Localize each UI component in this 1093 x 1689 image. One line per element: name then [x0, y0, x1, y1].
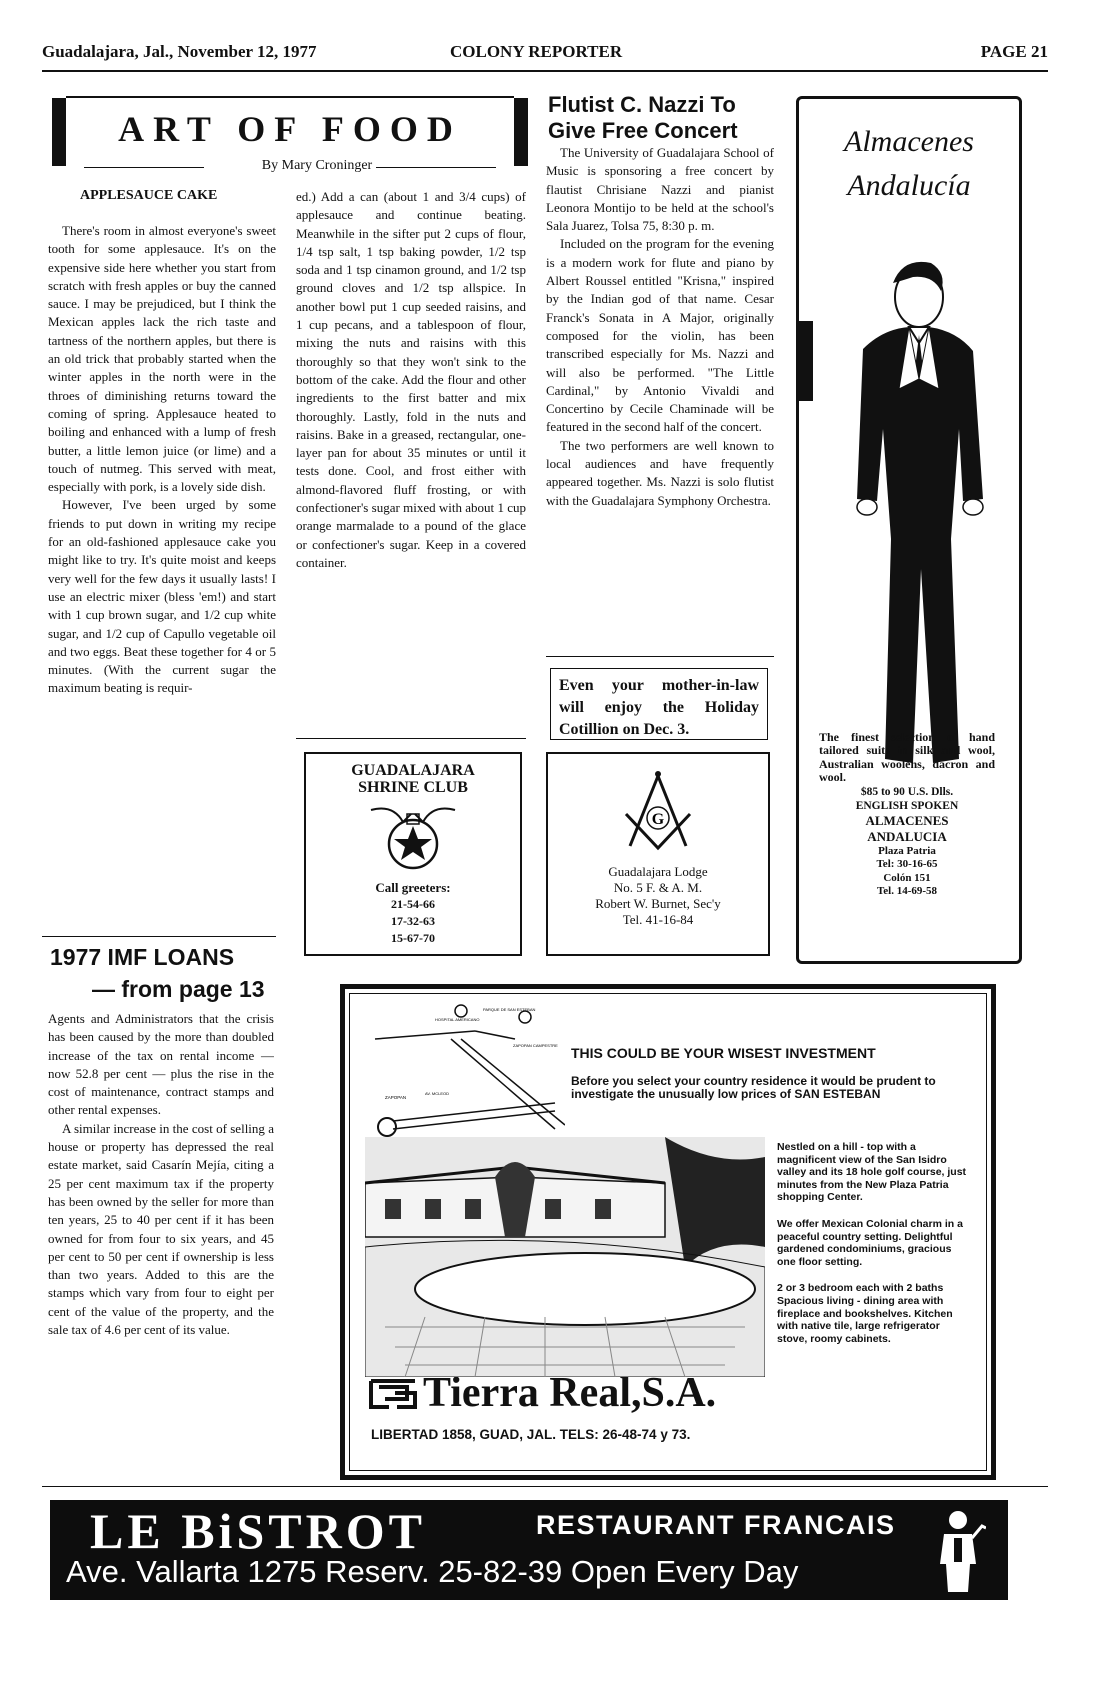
food-column-1 [48, 222, 276, 930]
lodge-number: No. 5 F. & A. M. [613, 880, 703, 895]
shrine-emblem-icon [363, 802, 463, 872]
almacenes-address-1: Plaza Patria [878, 844, 936, 857]
resort-photo [365, 1137, 765, 1377]
map-label: ZAPOPAN CAMPESTRE [513, 1043, 558, 1048]
tierra-real-ad [340, 984, 996, 1480]
square-and-compass-icon [618, 766, 698, 856]
lodge-name: Guadalajara Lodge [608, 864, 708, 879]
lodge-phone: Tel. 41-16-84 [622, 912, 694, 927]
map-label: PARQUE DE SAN ESTEBAN [483, 1007, 536, 1012]
food-paragraph: However, I've been urged by some friends to put down in writing my recipe for an old-fashioned applesauce cake you might like to try. It's quite moist and keeps very well for the few days it usually lasts! I use an electric mixer (bless 'em!) and start with 1 cup brown sugar, and 1/2 cup white sugar, and 1/2 cup of Capullo vegetable oil and two eggs. Beat these together for 4 or 5 minutes. (With the current sugar the maximum beating is requir- [48, 497, 276, 696]
shrine-phone: 21-54-66 [391, 897, 435, 911]
shrine-title-1: GUADALAJARA [351, 762, 475, 779]
tierra-side-copy: We offer Mexican Colonial charm in a peaceful country setting. Delightful gardened condominiums, gracious one floor setting. [777, 1217, 963, 1268]
almacenes-andalucia-ad [796, 96, 1022, 964]
imf-headline: 1977 IMF LOANS [50, 944, 235, 970]
tierra-side-copy: Nestled on a hill - top with a magnificent view of the San Isidro valley and its 18 hole golf course, just minutes from the New Plaza Patria shopping Center. [777, 1141, 967, 1204]
imf-subhead: — from page 13 [92, 976, 265, 1002]
imf-paragraph: A similar increase in the cost of selling a house or property has depressed the real estate market, said Casarín Mejía, citing a 25 per cent maximum tax if the property has been owned by the seller for more than ten years, 25 to 40 per cent if it has been owned for from four to six years, and 45 per cent to 50 per cent if ownership is less than two years. Added to this are the stamps which vary from four to eight per cent of the value of the property, and the sale tax of 4.6 per cent of its value. [48, 1120, 274, 1338]
tierra-side-copy: 2 or 3 bedroom each with 2 baths Spacious living - dining area with fireplace and bookshelves. Kitchen with native tile, large refrigerator stove, roomy cabinets. [777, 1282, 953, 1345]
dateline: Guadalajara, Jal., November 12, 1977 [42, 42, 317, 61]
lodge-secretary: Robert W. Burnet, Sec'y [595, 896, 721, 911]
location-map [365, 999, 565, 1149]
flutist-headline-line1: Flutist C. Nazzi To [548, 92, 736, 117]
shrine-title-2: SHRINE CLUB [358, 779, 468, 796]
le-bistrot-ad [50, 1500, 1008, 1600]
map-label: ZAPOPAN [385, 1095, 407, 1100]
shrine-phone: 17-32-63 [391, 914, 435, 928]
imf-paragraph: Agents and Administrators that the crisis has been caused by the more than doubled increase of the tax on rental income — now 52.8 per cent — plus the rise in the cost of maintenance, contract stamps and other rental expenses. [48, 1011, 274, 1118]
bistrot-tag: RESTAURANT FRANCAIS [536, 1510, 896, 1540]
shrine-club-ad [304, 752, 522, 956]
tierra-lead: Before you select your country residence it would be prudent to investigate the unusually low prices of SAN ESTEBAN [571, 1074, 936, 1101]
almacenes-script-1: Almacenes [844, 125, 974, 158]
map-label: HOSPITAL AMERICANO [435, 1017, 480, 1022]
tierra-address: LIBERTAD 1858, GUAD, JAL. TELS: 26-48-74 y 73. [371, 1427, 691, 1442]
flutist-headline-line2: Give Free Concert [548, 118, 738, 143]
tierra-real-logo-icon [369, 1377, 417, 1411]
food-column-2 [296, 188, 526, 728]
almacenes-script-2: Andalucía [847, 169, 971, 202]
flutist-paragraph: Included on the program for the evening is a modern work for flute and piano by Albert Roussel entitled "Krisna," inspired by the Indian god of that name. Cesar Franck's Sonata in A Major, originally composed for the violin, has been transcribed especially for Ms. Nazzi and will also be performed. "The Little Cardinal," by Antonio Vivaldi and Concertino by Cecile Chaminade will be featured in the second half of the concert. [546, 236, 774, 435]
almacenes-price: $85 to 90 U.S. Dlls. [860, 785, 954, 798]
almacenes-phone-1: Tel: 30-16-65 [876, 858, 938, 871]
byline: By Mary Croninger [261, 158, 373, 173]
shrine-call: Call greeters: [375, 880, 451, 895]
almacenes-address-2: Colón 151 [883, 871, 931, 884]
almacenes-copy: The finest selection of hand tailored suits in silk and wool, Australian woolens, dacron and wool. [819, 730, 995, 785]
recipe-title: APPLESAUCE CAKE [80, 188, 218, 203]
flutist-paragraph: The University of Guadalajara School of Music is sponsoring a free concert by flautist Chrisiane Nazzi and pianist Leonora Montijo to be held at the school's Sala Juarez, Tolsa 75, 8:30 p. m. [546, 145, 774, 234]
flutist-body [546, 144, 774, 656]
food-paragraph: ed.) Add a can (about 1 and 3/4 cups) of applesauce and continue beating. Meanwhile in the sifter put 2 cups of flour, 1/4 tsp salt, 1 tsp baking powder, 1/2 tsp soda and 1 tsp cinamon ground, and 1/2 tsp ground cloves and 1/2 tsp allspice. In another bowl put 1 cup seeded raisins, and 1 cup pecans, and a tablespoon of flour, mixing the nuts and raisins with this thoroughly so that they won't sink to the bottom of the cake. Add the flour and other ingredients to the first batter and mix thoroughly. Lastly, fold in the nuts and raisins. Bake in a greased, rectangular, one-layer pan for about 35 minutes or until it tests done. Cool, and frost either with almond-flavored fluff frosting, or with confectioner's sugar mixed with about 1 cup orange marmalade to a pound of the glace or confectioner's sugar. Keep in a covered container. [296, 189, 526, 570]
bistrot-name: LE BiSTROT [90, 1503, 426, 1559]
column-title: ART OF FOOD [118, 109, 462, 149]
masonic-lodge-ad [546, 752, 770, 956]
masthead [42, 38, 1048, 72]
paper-name: COLONY REPORTER [450, 42, 623, 61]
man-in-suit-illustration [823, 239, 1003, 779]
tierra-headline: THIS COULD BE YOUR WISEST INVESTMENT [571, 1045, 876, 1061]
art-of-food-banner [52, 96, 528, 174]
imf-body [48, 1010, 274, 1480]
page-number: PAGE 21 [980, 42, 1048, 61]
cotillion-notice [550, 668, 768, 740]
waiter-icon [930, 1508, 986, 1594]
shrine-phone: 15-67-70 [391, 931, 435, 945]
food-paragraph: There's room in almost everyone's sweet tooth for some applesauce. It's on the expensive side here whether you start from scratch with fresh apples or buy the canned sauce. I may be prejudiced, but I think the Mexican apples lack the rich taste and tartness of the northern apples, but there is an old trick that probably started when the winter apples in the north were in the throes of diminishing returns toward the coming of spring. Applesauce heated to boiling and enhanced with a lump of fresh butter, a little lemon juice (or lime) and a touch of nutmeg. This served with meat, especially with pork, is a lovely side dish. [48, 223, 276, 495]
almacenes-name-1: ALMACENES [865, 812, 949, 828]
almacenes-english: ENGLISH SPOKEN [855, 799, 959, 812]
cotillion-text: Even your mother-in-law will enjoy the Holiday Cotillion on Dec. 3. [559, 677, 759, 738]
flutist-paragraph: The two performers are well known to local audiences and have frequently appeared together. Ms. Nazzi is solo flutist with the Guadalajara Symphony Orchestra. [546, 437, 774, 508]
lodge-emblem-letter: G [651, 811, 665, 828]
almacenes-phone-2: Tel. 14-69-58 [876, 885, 938, 898]
bistrot-details: Ave. Vallarta 1275 Reserv. 25-82-39 Open Every Day [66, 1554, 799, 1589]
map-label: AV. MCLEOD [425, 1091, 450, 1096]
tierra-name: Tierra Real,S.A. [423, 1370, 717, 1416]
almacenes-name-2: ANDALUCIA [867, 828, 947, 844]
